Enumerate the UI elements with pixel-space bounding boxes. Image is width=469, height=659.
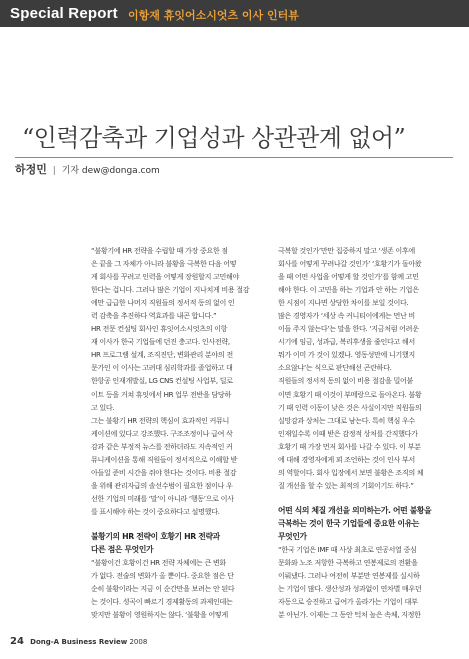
- article-text-line: 문가인 이 이사는 고려대 심리학과를 졸업하고 대: [91, 363, 233, 373]
- article-text-line: 실망감과 상처는 그대로 남는다. 특히 핵심 우수: [278, 415, 415, 425]
- author-name: 하정민: [15, 163, 47, 176]
- article-text-line: “불황기에 HR 전략을 수립할 때 가장 중요한 점: [91, 246, 228, 255]
- article-text-line: 을 위해 관리자급의 솔선수범이 필요한 점이나 우: [91, 480, 233, 490]
- article-text-line: HR 전문 컨설팅 회사인 휴잇어소시엇츠의 이항: [91, 324, 228, 334]
- article-text-line: 이뤄냈다. 그러나 여전히 부분만 연봉제를 실시하: [278, 571, 420, 581]
- article-text-line: 는 기업이 많다. 생산성과 성과없이 연차별 매우던: [278, 584, 422, 594]
- article-text-line: 을 때 어떤 사업을 어떻게 할 것인가’를 함께 고민: [278, 272, 419, 282]
- article-text-line: 인재일수록 이때 받은 감정적 상처를 간직했다가: [278, 428, 418, 438]
- article-text-line: 맞지만 불황이 영원하지는 않다. ‘불황을 어떻게: [91, 610, 228, 620]
- article-text-line: 해야 한다. 이 고민을 하는 기업과 안 하는 기업은: [278, 285, 419, 295]
- right-subheading-line: 어떤 식의 체질 개선을 의미하는가. 어떤 불황을: [278, 505, 432, 515]
- article-text-line: 력 감축을 추진하다 역효과를 내곤 합니다.”: [91, 311, 217, 321]
- article-text-line: HR 프로그램 설계, 조직진단, 변화관리 분야의 전: [91, 350, 233, 360]
- author-role-email: 기자 dew@donga.com: [61, 166, 160, 176]
- article-text-line: 문화와 노조 저항한 극복하고 연봉제로의 전환을: [278, 558, 418, 568]
- article-text-line: 감과 같은 부정적 뉴스를 전하더라도 지속적인 커: [91, 441, 233, 451]
- article-text-line: 분 아닌가. 이제는 그 동안 턱처 높은 속체, 지정한: [278, 610, 421, 620]
- byline: [15, 161, 160, 177]
- article-text-line: 선한 기업의 미래를 ‘말’이 아니라 ‘행동’으로 이사: [91, 493, 234, 503]
- article-text-line: 호황기 때 가장 먼저 회사를 나갈 수 있다. 이 부분: [278, 441, 421, 451]
- article-text-line: 극복할 것인가’만만 집중하지 말고 ‘생존 이후에: [278, 246, 415, 255]
- page-number: 24: [10, 636, 24, 647]
- article-text-line: 시기에 임금, 성과급, 복리후생을 줄인다고 해서: [278, 337, 415, 347]
- article-text-line: 의 역할이다. 회사 입장에서 보면 불황은 조직의 체: [278, 467, 424, 477]
- article-headline: “인력감축과 기업성과 상관관계 없어”: [22, 124, 406, 152]
- article-text-line: 이면 호황기 때 이것이 부메랑으로 돌아온다. 불황: [278, 389, 422, 399]
- byline-separator: |: [52, 166, 56, 176]
- article-text-line: 그는 불황기 HR 전략의 핵심이 효과적인 커뮤니: [91, 415, 230, 425]
- article-text-line: 뮤니케이션을 통해 직원들이 정서적으로 이해할 받: [91, 454, 238, 464]
- article-text-line: 자동으로 승진하고 급여가 올라가는 기업이 대부: [278, 597, 418, 607]
- article-text-line: 한항공 인재개발실, LG CNS 컨설팅 사업부, 딜로: [91, 376, 233, 386]
- article-text-line: 에만 급급한 나머지 직원들의 정서적 동의 없이 인: [91, 298, 235, 308]
- article-text-line: 은 끝을 그 자체가 아니라 불황을 극복한 다음 어떻: [91, 259, 237, 269]
- article-text-line: “한국 기업은 IMF 때 사상 최초로 연공서열 중심: [278, 545, 417, 555]
- left-subheading-line: 불황기의 HR 전략이 호황기 HR 전략과: [91, 531, 220, 541]
- article-text-line: 한 시점이 지나면 상당한 차이를 보일 것이다.: [278, 298, 409, 308]
- article-text-line: 고 있다.: [91, 402, 115, 412]
- article-text-line: 질 개선을 할 수 있는 최적의 기회이기도 하다.”: [278, 480, 414, 490]
- section-header-bar: [0, 0, 469, 27]
- byline-divider: [15, 157, 453, 158]
- publication-name: Dong-A Business Review: [30, 638, 128, 646]
- right-subheading: [278, 504, 463, 543]
- page-footer: [10, 636, 147, 647]
- article-text-line: 뭐가 이미 가 것이 있겠나. 영동성만에 니기했지: [278, 350, 415, 360]
- left-subheading-line: 다른 점은 무엇인가: [91, 545, 154, 555]
- article-text-line: 회사를 어떻게 꾸려나갈 것인가’ ‘호황기가 돌아왔: [278, 259, 422, 269]
- section-label: Special Report: [10, 5, 118, 22]
- article-text-line: 이들 주지 않는다’는 말을 한다. ‘지금처럼 어려운: [278, 324, 419, 334]
- article-text-line: “불황이건 호황이건 HR 전략 자체에는 큰 변화: [91, 558, 226, 568]
- article-text-line: 케이션에 있다고 강조했다. 구조조정이나 급여 삭: [91, 428, 233, 438]
- left-subheading: [91, 530, 276, 556]
- right-subheading-line: 극복하는 것이 한국 기업들에 중요한 이유는: [278, 518, 420, 528]
- article-text-line: 이트 등을 거쳐 휴잇에서 HR 업무 전반을 담당하: [91, 389, 231, 399]
- article-text-line: 많은 경영자가 ‘세상 속 커니티이에게는 먼난 비: [278, 311, 415, 321]
- article-text-line: 에 대해 경영자에게 꾀 조언하는 것이 인사 부서: [278, 454, 415, 464]
- article-text-line: 순히 불황이라는 지금 이 순간만을 보려는 안 된다: [91, 584, 235, 594]
- article-text-line: 재 이사가 한국 기업들에 던진 충고다. 인사전략,: [91, 337, 230, 347]
- article-text-line: 게 회사를 꾸려고 인력을 어떻게 장원할지 고민해야: [91, 272, 239, 282]
- article-text-line: 소요않냐’는 식으로 판단해선 곤란하다.: [278, 363, 392, 373]
- article-right-column: [278, 244, 463, 621]
- article-text-line: 가 없다. 전술의 변화가 올 뿐이다. 중요한 점은 단: [91, 571, 234, 581]
- article-text-line: 는 것이다. 셩곡이 빠르기 경제활동의 과제인데는: [91, 597, 233, 607]
- right-subheading-line: 무엇인가: [278, 531, 307, 541]
- article-text-line: 기 때 인력 이동이 낮은 것은 사실이지만 직원들의: [278, 402, 422, 412]
- article-left-column: [91, 244, 276, 621]
- article-text-line: 직원들의 정서적 동의 없이 비용 절감을 밀어붙: [278, 376, 413, 386]
- article-text-line: 아들일 준비 시간을 줘야 한다는 것이다. 비용 절감: [91, 467, 237, 477]
- section-subtitle: 이항재 휴잇어소시엇츠 이사 인터뷰: [128, 9, 299, 22]
- publication-year: 2008: [129, 638, 148, 646]
- article-text-line: 한다는 겁니다. 그러나 많은 기업이 지나치게 비용 절감: [91, 285, 250, 295]
- article-text-line: 를 표시해야 하는 것이 중요하다고 설명했다.: [91, 506, 220, 516]
